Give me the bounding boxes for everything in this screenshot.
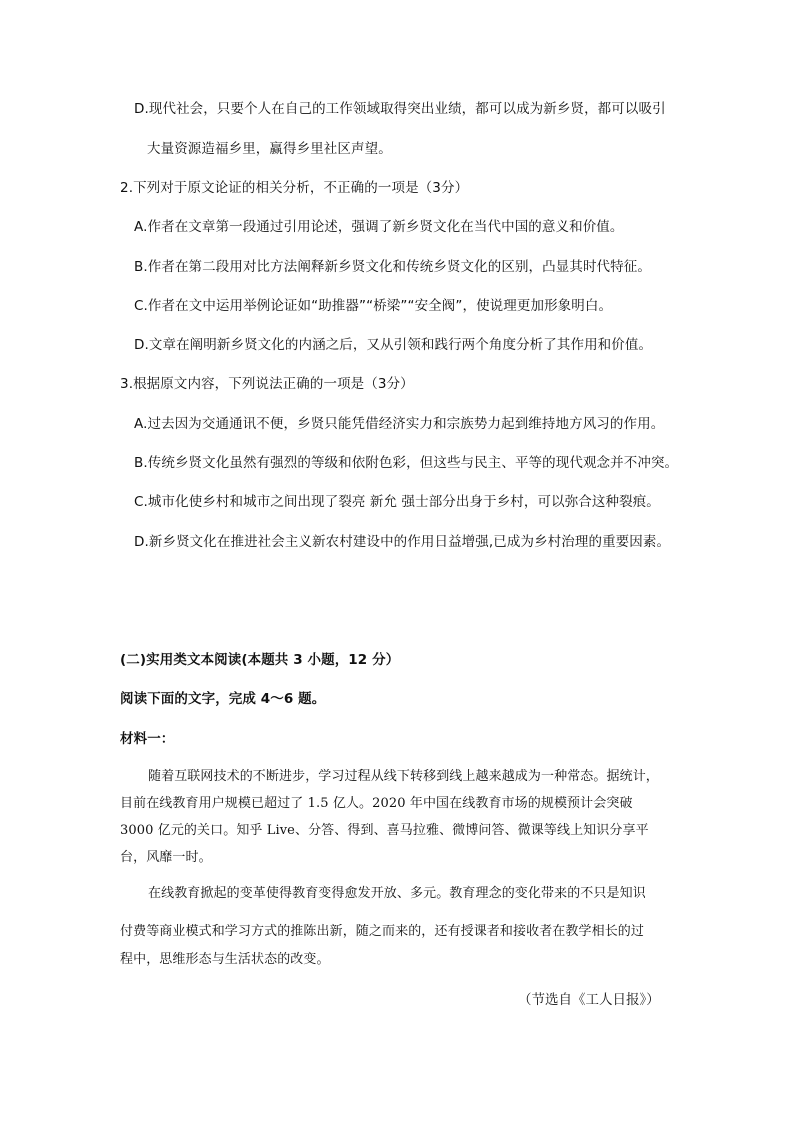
q3-option-b: B.传统乡贤文化虽然有强烈的等级和依附色彩，但这些与民主、平等的现代观念并不冲突。 — [134, 455, 679, 471]
para2-line3: 程中，思维形态与生活状态的改变。 — [120, 952, 330, 967]
q3-option-c: C.城市化使乡村和城市之间出现了裂亮 新允 强士部分出身于乡村，可以弥合这种裂痕。 — [134, 494, 660, 510]
material-label: 材料一： — [120, 731, 175, 747]
q1-option-d-line2: 大量资源造福乡里，赢得乡里社区声望。 — [147, 141, 392, 157]
q1-option-d-line1: D.现代社会，只要个人在自己的工作领域取得突出业绩，都可以成为新乡贤，都可以吸引 — [134, 101, 666, 117]
q3-option-a: A.过去因为交通通讯不便，乡贤只能凭借经济实力和宗族势力起到维持地方风习的作用。 — [134, 416, 665, 432]
para2-line1: 在线教育掀起的变革使得教育变得愈发开放、多元。教育理念的变化带来的不只是知识 — [148, 886, 646, 901]
para1-line3: 3000 亿元的关口。知乎 Live、分答、得到、喜马拉雅、微博问答、微课等线上知识分享平 — [120, 823, 649, 838]
para1-line1: 随着互联网技术的不断进步，学习过程从线下转移到线上越来越成为一种常态。据统计， — [148, 769, 659, 784]
source-attribution: （节选自《工人日报》） — [518, 992, 660, 1008]
q2-option-d: D.文章在阐明新乡贤文化的内涵之后，又从引领和践行两个角度分析了其作用和价值。 — [134, 337, 653, 353]
q2-option-b: B.作者在第二段用对比方法阐释新乡贤文化和传统乡贤文化的区别，凸显其时代特征。 — [134, 259, 651, 275]
q2-stem: 2.下列对于原文论证的相关分析，不正确的一项是（3分） — [120, 180, 469, 196]
section-instruction: 阅读下面的文字，完成 4～6 题。 — [120, 691, 326, 707]
q3-stem: 3.根据原文内容，下列说法正确的一项是（3分） — [120, 376, 414, 392]
para2-line2: 付费等商业模式和学习方式的推陈出新，随之而来的，还有授课者和接收者在教学相长的过 — [120, 924, 645, 939]
para1-line2: 目前在线教育用户规模已超过了 1.5 亿人。2020 年中国在线教育市场的规模预计会突破 — [120, 796, 633, 811]
q2-option-c: C.作者在文中运用举例论证如“助推器”“桥梁”“安全阀”，使说理更加形象明白。 — [134, 298, 613, 314]
q3-option-d: D.新乡贤文化在推进社会主义新农村建设中的作用日益增强,已成为乡村治理的重要因素。 — [134, 534, 671, 550]
q2-option-a: A.作者在文章第一段通过引用论述，强调了新乡贤文化在当代中国的意义和价值。 — [134, 219, 624, 235]
para1-line4: 台，风靡一时。 — [120, 850, 212, 865]
section-heading: (二)实用类文本阅读(本题共 3 小题，12 分） — [120, 652, 400, 668]
